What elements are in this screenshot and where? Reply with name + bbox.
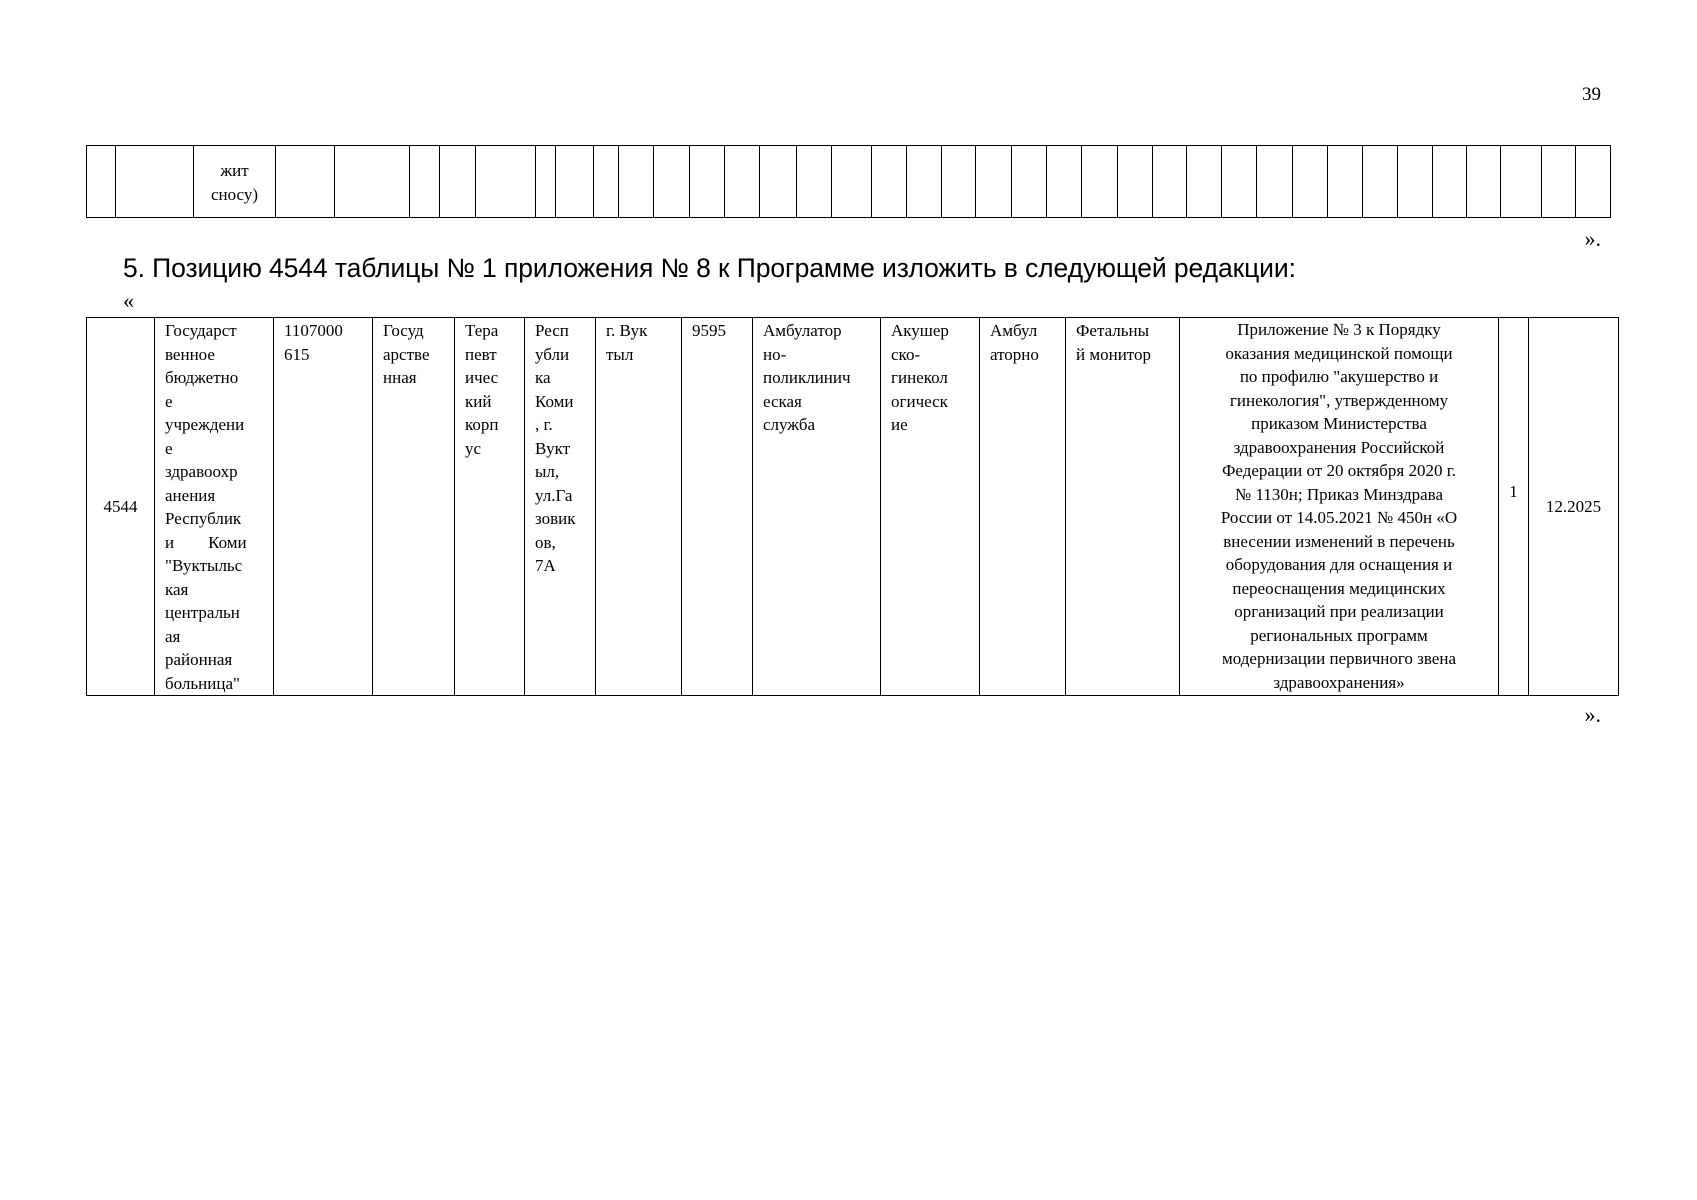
prev-cell [335,146,410,218]
prev-cell [690,146,725,218]
position-number: 4544 [87,318,155,696]
prev-cell [116,146,194,218]
building-cell: Тера певт ичес кий корп ус [455,318,525,696]
prev-cell-text: жит сносу) [194,146,276,218]
prev-cell [1047,146,1082,218]
opening-quote: « [123,288,134,313]
prev-cell [942,146,976,218]
prev-cell [1082,146,1118,218]
amendment-instruction: 5. Позицию 4544 таблицы № 1 приложения № 8 к Программе изложить в следующей редакции: [123,253,1296,283]
prev-cell [797,146,832,218]
conditions-cell: Амбул аторно [980,318,1066,696]
date-cell: 12.2025 [1529,318,1619,696]
organization-cell: Государст венное бюджетно е учреждени е здравоохр анения Республик и Коми "Вуктыльс кая центральн ая районная больница" [155,318,274,696]
amended-position-table [86,317,1619,696]
prev-cell [832,146,872,218]
prev-cell [1257,146,1293,218]
closing-quote: ». [1584,226,1601,251]
prev-cell [654,146,690,218]
locality-cell: г. Вук тыл [596,318,682,696]
prev-cell [1398,146,1433,218]
previous-table-fragment [86,145,1611,218]
equipment-cell: Фетальны й монитор [1066,318,1180,696]
prev-cell [594,146,619,218]
prev-cell [1467,146,1501,218]
prev-cell [1542,146,1576,218]
address-cell: Респ убли ка Коми , г. Вукт ыл, ул.Га зовик ов, 7А [525,318,596,696]
prev-cell [87,146,116,218]
prev-cell [1363,146,1398,218]
ownership-cell: Госуд арстве нная [373,318,455,696]
prev-cell [1576,146,1611,218]
code-cell: 9595 [682,318,753,696]
prev-cell [536,146,556,218]
prev-cell [1153,146,1187,218]
prev-cell [872,146,907,218]
service-cell: Амбулатор но- поликлинич еская служба [753,318,881,696]
prev-cell [619,146,654,218]
closing-quote: ». [1584,702,1601,727]
prev-cell [907,146,942,218]
quantity-cell: 1 [1499,318,1529,696]
profile-cell: Акушер ско- гинекол огическ ие [881,318,980,696]
prev-cell [1012,146,1047,218]
prev-cell [1501,146,1542,218]
prev-cell [1328,146,1363,218]
prev-cell [1293,146,1328,218]
prev-cell [410,146,440,218]
prev-cell [1222,146,1257,218]
prev-cell [556,146,594,218]
inn-cell: 1107000 615 [274,318,373,696]
prev-cell [1118,146,1153,218]
prev-cell [1433,146,1467,218]
prev-cell [760,146,797,218]
prev-cell [976,146,1012,218]
prev-cell [725,146,760,218]
table-row [87,318,1619,696]
prev-cell [476,146,536,218]
prev-cell [440,146,476,218]
page-number: 39 [1582,84,1601,105]
prev-cell [1187,146,1222,218]
prev-cell [276,146,335,218]
legal-basis-cell: Приложение № 3 к Порядку оказания медицинской помощи по профилю "акушерство и гинекология", утвержденному приказом Министерства здравоохранения Российской Федерации от 20 октября 2020 г. № 1130н; Приказ Минздрава России от 14.05.2021 № 450н «О внесении изменений в перечень оборудования для оснащения и переоснащения медицинских организаций при реализации региональных программ модернизации первичного звена здравоохранения» [1180,318,1499,696]
